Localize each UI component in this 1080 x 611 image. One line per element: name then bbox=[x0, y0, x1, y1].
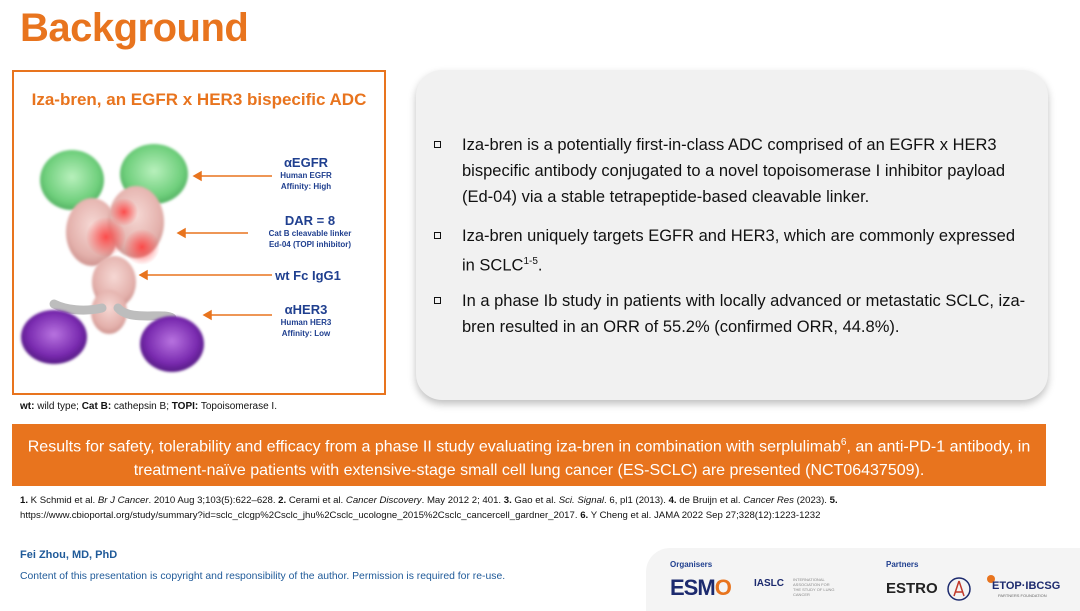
ref-4-authors: de Bruijn et al. bbox=[676, 495, 744, 506]
label-fc bbox=[266, 268, 350, 283]
ref-1-details: . 2010 Aug 3;103(5):622–628. bbox=[148, 495, 279, 506]
partners-label: Partners bbox=[886, 560, 919, 569]
ref-5-num: 5. bbox=[829, 495, 838, 506]
presenter-name: Fei Zhou, MD, PhD bbox=[20, 549, 118, 561]
ref-2-details: . May 2012 2; 401. bbox=[421, 495, 504, 506]
etop-ibcsg-logo: ETOP·IBCSG bbox=[992, 580, 1061, 592]
ref-2-num: 2. bbox=[278, 495, 287, 506]
esmo-logo-es: ES bbox=[670, 575, 698, 600]
banner-ref: 6 bbox=[840, 437, 847, 448]
adc-figure-panel bbox=[12, 70, 386, 395]
esmo-logo-m: M bbox=[697, 575, 715, 600]
copyright-notice: Content of this presentation is copyright and responsibility of the author. Permission is required for re-use. bbox=[20, 571, 506, 582]
ref-3-journal: Sci. Signal bbox=[558, 495, 605, 506]
linker-arm-right bbox=[118, 308, 172, 318]
label-egfr-line2: Affinity: High bbox=[280, 182, 332, 191]
label-egfr bbox=[266, 155, 346, 192]
references bbox=[20, 493, 1030, 523]
partner-emblem-icon bbox=[946, 576, 972, 602]
ref-5-url: https://www.cbioportal.org/study/summary?id=sclc_clcgp%2Csclc_jhu%2Csclc_ucologne_2015%2Csclc_cancercell_gardner_2017. bbox=[20, 510, 581, 521]
label-her3-line2: Affinity: Low bbox=[281, 329, 331, 338]
payload-glow-2 bbox=[124, 229, 160, 265]
ref-6-num: 6. bbox=[580, 510, 589, 521]
esmo-logo bbox=[670, 575, 731, 601]
ref-4-details: (2023). bbox=[793, 495, 830, 506]
label-dar-line2: Ed-04 (TOPI inhibitor) bbox=[268, 240, 352, 249]
iaslc-logo: IASLC bbox=[754, 578, 784, 589]
footnote-wt-abbr: wt: bbox=[20, 401, 35, 412]
abbreviation-footnote bbox=[20, 401, 277, 412]
label-egfr-title: αEGFR bbox=[283, 155, 329, 170]
her3-domain-right bbox=[140, 316, 204, 372]
label-dar-title: DAR = 8 bbox=[284, 213, 336, 228]
bullet-text-2 bbox=[462, 223, 1032, 279]
footnote-topi-abbr: TOPI: bbox=[171, 401, 199, 412]
bullet-panel bbox=[416, 70, 1048, 400]
ref-4-journal: Cancer Res bbox=[743, 495, 794, 506]
bullet-text-2-ref: 1-5 bbox=[523, 256, 538, 267]
her3-domain-left bbox=[21, 310, 87, 364]
etop-ibcsg-subtitle: PARTNERS FOUNDATION bbox=[998, 593, 1047, 598]
ref-3-details: . 6, pl1 (2013). bbox=[604, 495, 669, 506]
ref-4-num: 4. bbox=[668, 495, 677, 506]
banner-text-part2: , an anti-PD-1 antibody, in treatment-naïve patients with extensive-stage small cell lung cancer (ES-SCLC) are presented (NCT06437509). bbox=[133, 438, 1031, 480]
bullet-text-2-end: . bbox=[537, 256, 543, 275]
ref-6-text: Y Cheng et al. JAMA 2022 Sep 27;328(12):1223-1232 bbox=[588, 510, 821, 521]
bullet-text-2-main: Iza-bren uniquely targets EGFR and HER3, which are commonly expressed in SCLC bbox=[462, 227, 1015, 275]
ref-1-num: 1. bbox=[20, 495, 29, 506]
esmo-logo-o: O bbox=[714, 575, 731, 600]
bullet-square-icon bbox=[434, 232, 441, 239]
label-her3-line1: Human HER3 bbox=[280, 318, 332, 327]
bullet-square-icon bbox=[434, 297, 441, 304]
footnote-catb-def: cathepsin B; bbox=[111, 401, 172, 412]
sponsor-logo-strip bbox=[646, 548, 1080, 611]
bullet-text-3: In a phase Ib study in patients with locally advanced or metastatic SCLC, iza-bren resulted in an ORR of 55.2% (confirmed ORR, 44.8%). bbox=[462, 292, 1026, 336]
ref-1-authors: K Schmid et al. bbox=[28, 495, 98, 506]
figure-title: Iza-bren, an EGFR x HER3 bispecific ADC bbox=[31, 90, 367, 109]
label-her3 bbox=[266, 302, 346, 339]
slide-title: Background bbox=[20, 6, 249, 50]
banner-text-part1: Results for safety, tolerability and efficacy from a phase II study evaluating iza-bren in combination with serplulimab bbox=[27, 438, 841, 456]
ref-2-authors: Cerami et al. bbox=[286, 495, 346, 506]
footnote-catb-abbr: Cat B: bbox=[81, 401, 112, 412]
linker-arm-left bbox=[54, 304, 102, 310]
label-her3-title: αHER3 bbox=[284, 302, 328, 317]
organisers-label: Organisers bbox=[670, 560, 713, 569]
label-fc-title: wt Fc IgG1 bbox=[275, 268, 341, 283]
footnote-wt-def: wild type; bbox=[34, 401, 82, 412]
ref-3-num: 3. bbox=[503, 495, 512, 506]
ref-3-authors: Gao et al. bbox=[511, 495, 559, 506]
payload-glow-3 bbox=[110, 198, 138, 226]
label-dar-line1: Cat B cleavable linker bbox=[268, 229, 352, 238]
study-summary-banner bbox=[12, 424, 1046, 486]
iaslc-logo-subtitle: INTERNATIONAL ASSOCIATION FOR THE STUDY OF LUNG CANCER bbox=[793, 577, 835, 597]
bullet-square-icon bbox=[434, 141, 441, 148]
estro-logo: ESTRO bbox=[886, 580, 938, 597]
bullet-text-1: Iza-bren is a potentially first-in-class ADC comprised of an EGFR x HER3 bispecific antibody conjugated to a novel topoisomerase I inhibitor payload (Ed-04) via a stable tetrapeptide-based cleavable linker. bbox=[462, 136, 1006, 206]
label-dar bbox=[250, 213, 370, 250]
footnote-topi-def: Topoisomerase I. bbox=[198, 401, 277, 412]
ref-2-journal: Cancer Discovery bbox=[345, 495, 422, 506]
label-egfr-line1: Human EGFR bbox=[280, 171, 332, 180]
ref-1-journal: Br J Cancer bbox=[97, 495, 149, 506]
